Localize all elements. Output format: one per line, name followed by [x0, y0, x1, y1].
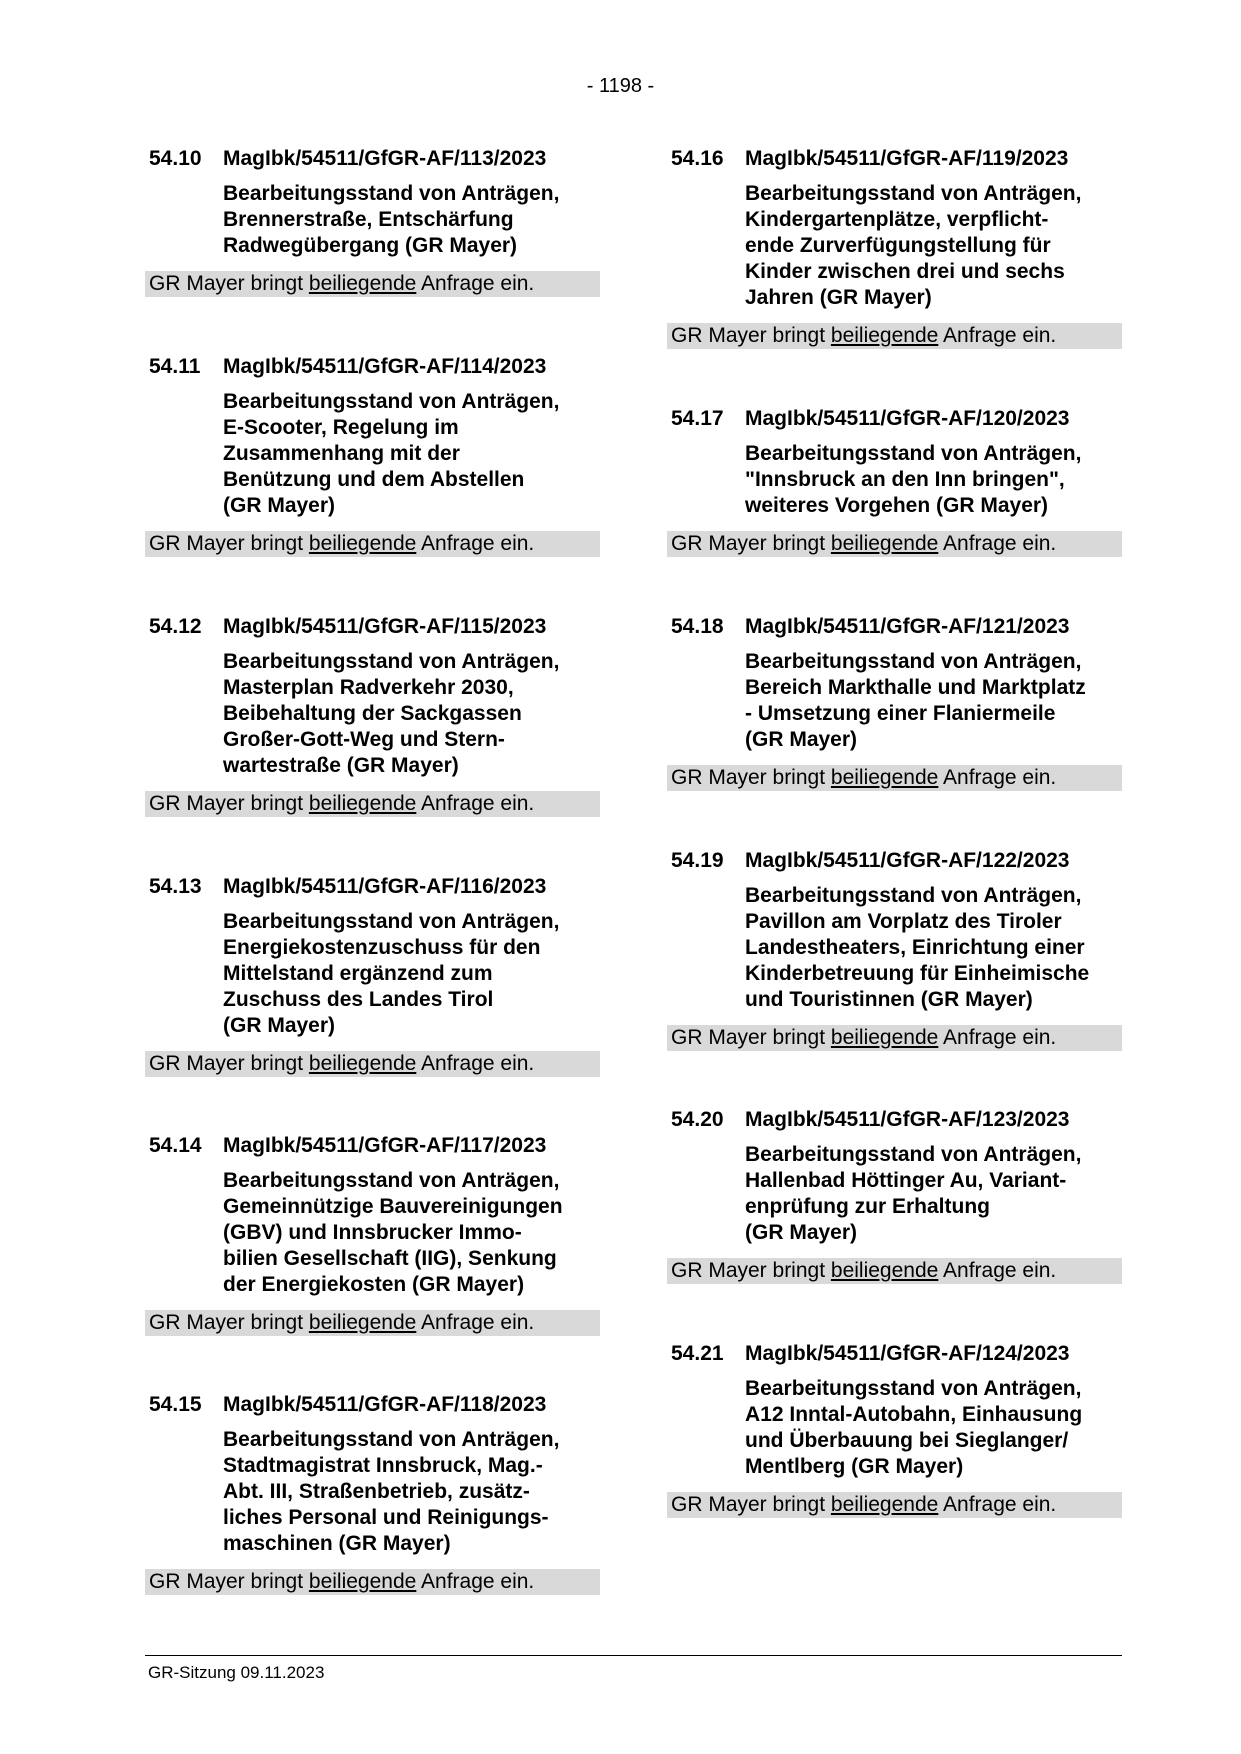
item-number: 54.11 [149, 355, 201, 378]
item-note: GR Mayer bringt beiliegende Anfrage ein. [667, 323, 1122, 349]
attachment-link[interactable]: beiliegende [308, 1311, 417, 1334]
item-title: Bearbeitungsstand von Anträgen, E-Scooter, Regelung im Zusammenhang mit der Benützung und dem Abstellen (GR Mayer) [223, 390, 560, 517]
item-reference: MagIbk/54511/GfGR-AF/117/2023 [223, 1134, 547, 1157]
item-title: Bearbeitungsstand von Anträgen, Energiekostenzuschuss für den Mittelstand ergänzend zum Zuschuss des Landes Tirol (GR Mayer) [223, 910, 560, 1037]
agenda-item [667, 406, 1122, 557]
footer-session-date: GR-Sitzung 09.11.2023 [148, 1663, 325, 1682]
item-note: GR Mayer bringt beiliegende Anfrage ein. [667, 765, 1122, 791]
item-number: 54.21 [671, 1342, 724, 1365]
item-number: 54.13 [149, 875, 202, 898]
item-note: GR Mayer bringt beiliegende Anfrage ein. [145, 791, 600, 817]
page-number: - 1198 - [586, 75, 655, 97]
item-number: 54.16 [671, 147, 724, 170]
item-title: Bearbeitungsstand von Anträgen, Masterplan Radverkehr 2030, Beibehaltung der Sackgassen Großer-Gott-Weg und Stern- wartestraße (GR Mayer) [223, 650, 560, 777]
attachment-link[interactable]: beiliegende [308, 1570, 417, 1593]
footer-divider [145, 1655, 1122, 1656]
agenda-item [145, 1392, 600, 1595]
item-reference: MagIbk/54511/GfGR-AF/119/2023 [745, 147, 1069, 170]
attachment-link[interactable]: beiliegende [830, 1259, 939, 1282]
agenda-item [145, 146, 600, 297]
attachment-link[interactable]: beiliegende [308, 1052, 417, 1075]
agenda-item [667, 1107, 1122, 1284]
item-number: 54.15 [149, 1393, 202, 1416]
agenda-item [145, 1133, 600, 1336]
attachment-link[interactable]: beiliegende [830, 1026, 939, 1049]
item-note: GR Mayer bringt beiliegende Anfrage ein. [667, 1025, 1122, 1051]
attachment-link[interactable]: beiliegende [308, 792, 417, 815]
item-title: Bearbeitungsstand von Anträgen, Pavillon am Vorplatz des Tiroler Landestheaters, Einrichtung einer Kinderbetreuung für Einheimische und Touristinnen (GR Mayer) [745, 884, 1090, 1011]
attachment-link[interactable]: beiliegende [308, 272, 417, 295]
item-title: Bearbeitungsstand von Anträgen, Stadtmagistrat Innsbruck, Mag.- Abt. III, Straßenbetrieb, zusätz- liches Personal und Reinigungs- maschinen (GR Mayer) [223, 1428, 560, 1555]
attachment-link[interactable]: beiliegende [308, 532, 417, 555]
item-note: GR Mayer bringt beiliegende Anfrage ein. [667, 531, 1122, 557]
item-note: GR Mayer bringt beiliegende Anfrage ein. [145, 531, 600, 557]
item-note: GR Mayer bringt beiliegende Anfrage ein. [145, 1310, 600, 1336]
item-reference: MagIbk/54511/GfGR-AF/120/2023 [745, 407, 1070, 430]
agenda-item [667, 146, 1122, 349]
attachment-link[interactable]: beiliegende [830, 1493, 939, 1516]
item-title: Bearbeitungsstand von Anträgen, Gemeinnützige Bauvereinigungen (GBV) und Innsbrucker Immo- bilien Gesellschaft (IIG), Senkung der Energiekosten (GR Mayer) [223, 1169, 563, 1296]
item-reference: MagIbk/54511/GfGR-AF/121/2023 [745, 615, 1070, 638]
item-title: Bearbeitungsstand von Anträgen, Bereich Markthalle und Marktplatz - Umsetzung einer Flaniermeile (GR Mayer) [745, 650, 1086, 751]
item-number: 54.20 [671, 1108, 724, 1131]
agenda-item [145, 614, 600, 817]
item-reference: MagIbk/54511/GfGR-AF/115/2023 [223, 615, 547, 638]
agenda-item [667, 848, 1122, 1051]
item-note: GR Mayer bringt beiliegende Anfrage ein. [145, 271, 600, 297]
agenda-item [667, 1341, 1122, 1518]
item-title: Bearbeitungsstand von Anträgen, Brennerstraße, Entschärfung Radwegübergang (GR Mayer) [223, 182, 560, 257]
item-reference: MagIbk/54511/GfGR-AF/118/2023 [223, 1393, 547, 1416]
item-number: 54.18 [671, 615, 724, 638]
item-reference: MagIbk/54511/GfGR-AF/113/2023 [223, 147, 547, 170]
item-reference: MagIbk/54511/GfGR-AF/114/2023 [223, 355, 547, 378]
item-number: 54.14 [149, 1134, 202, 1157]
item-number: 54.10 [149, 147, 202, 170]
attachment-link[interactable]: beiliegende [830, 766, 939, 789]
item-reference: MagIbk/54511/GfGR-AF/116/2023 [223, 875, 547, 898]
attachment-link[interactable]: beiliegende [830, 324, 939, 347]
agenda-item [145, 874, 600, 1077]
attachment-link[interactable]: beiliegende [830, 532, 939, 555]
item-note: GR Mayer bringt beiliegende Anfrage ein. [667, 1492, 1122, 1518]
item-title: Bearbeitungsstand von Anträgen, Hallenbad Höttinger Au, Variant- enprüfung zur Erhaltung (GR Mayer) [745, 1143, 1082, 1244]
item-reference: MagIbk/54511/GfGR-AF/123/2023 [745, 1108, 1070, 1131]
item-reference: MagIbk/54511/GfGR-AF/124/2023 [745, 1342, 1070, 1365]
item-title: Bearbeitungsstand von Anträgen, A12 Inntal-Autobahn, Einhausung und Überbauung bei Sieglanger/ Mentlberg (GR Mayer) [745, 1377, 1083, 1478]
agenda-item [667, 614, 1122, 791]
item-number: 54.12 [149, 615, 202, 638]
item-title: Bearbeitungsstand von Anträgen, "Innsbruck an den Inn bringen", weiteres Vorgehen (GR Mayer) [745, 442, 1082, 517]
agenda-item [145, 354, 600, 557]
item-note: GR Mayer bringt beiliegende Anfrage ein. [145, 1569, 600, 1595]
item-note: GR Mayer bringt beiliegende Anfrage ein. [667, 1258, 1122, 1284]
item-note: GR Mayer bringt beiliegende Anfrage ein. [145, 1051, 600, 1077]
item-number: 54.17 [671, 407, 724, 430]
item-reference: MagIbk/54511/GfGR-AF/122/2023 [745, 849, 1070, 872]
item-title: Bearbeitungsstand von Anträgen, Kindergartenplätze, verpflicht- ende Zurverfügungstellung für Kinder zwischen drei und sechs Jahren (GR Mayer) [745, 182, 1082, 309]
item-number: 54.19 [671, 849, 724, 872]
